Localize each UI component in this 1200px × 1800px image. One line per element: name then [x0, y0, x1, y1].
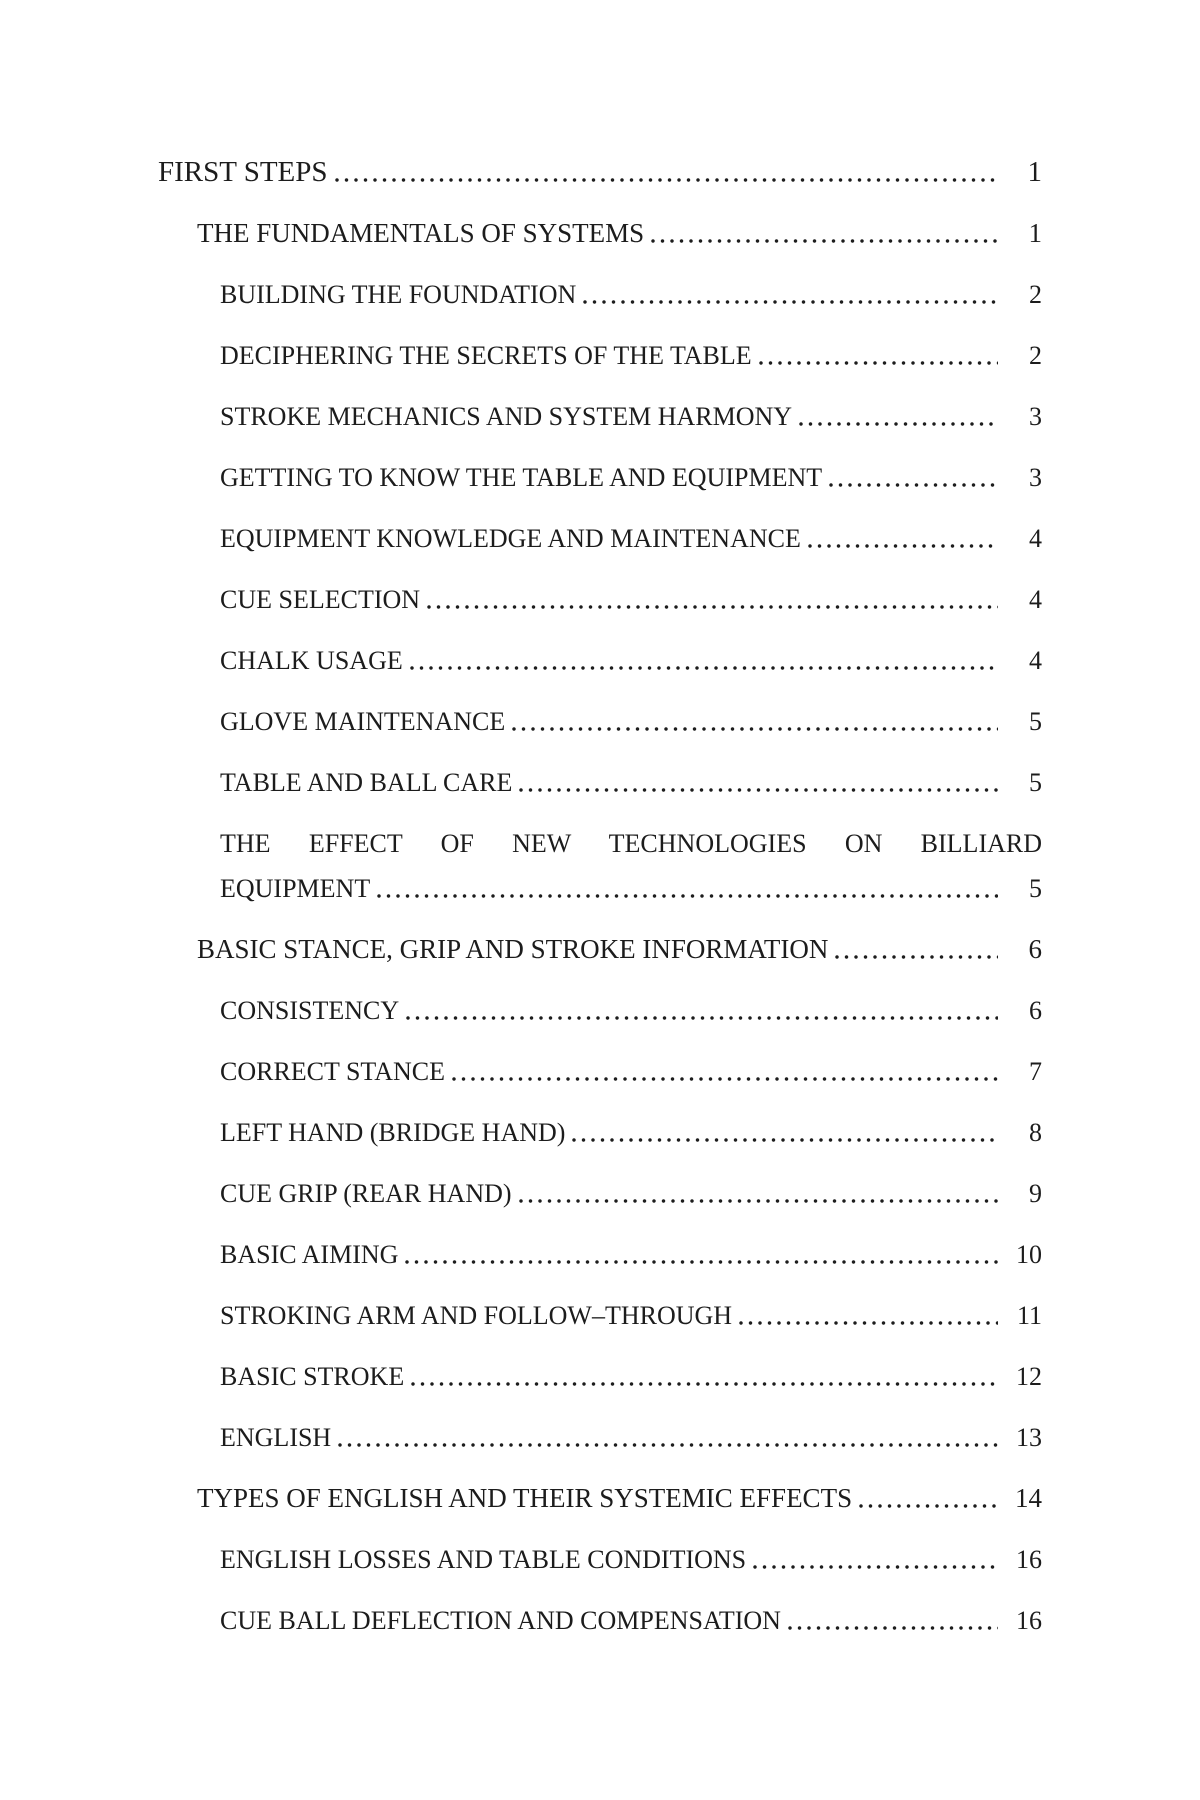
- toc-page-number: 4: [1029, 646, 1042, 675]
- toc-entry-line: [220, 516, 1042, 561]
- toc-entry-line: [220, 760, 1042, 805]
- toc-page-number: 16: [1016, 1606, 1042, 1635]
- dot-leader: [511, 699, 998, 744]
- toc-page-number: 3: [1029, 463, 1042, 492]
- dot-leader: [409, 638, 998, 683]
- toc-entry-title: BASIC STANCE, GRIP AND STROKE INFORMATION: [197, 934, 829, 964]
- toc-entry-title: TYPES OF ENGLISH AND THEIR SYSTEMIC EFFECTS: [197, 1483, 853, 1513]
- toc-entry: [220, 638, 1042, 683]
- toc-entry-title: CUE BALL DEFLECTION AND COMPENSATION: [220, 1606, 781, 1635]
- dot-leader: [518, 760, 998, 805]
- toc-entry-line: [158, 150, 1042, 195]
- dot-leader: [807, 516, 998, 561]
- toc-page-number: 1: [1028, 218, 1042, 248]
- dot-leader: [410, 1354, 998, 1399]
- toc-page-number: 1: [1027, 156, 1042, 188]
- dot-leader: [337, 1415, 998, 1460]
- toc-entry-line: [220, 866, 1042, 911]
- toc-entry: [220, 1354, 1042, 1399]
- toc-page-number: 2: [1029, 341, 1042, 370]
- toc-page-number: 5: [1029, 707, 1042, 736]
- toc-entry-line: [197, 927, 1042, 972]
- toc-entry-title: GETTING TO KNOW THE TABLE AND EQUIPMENT: [220, 463, 823, 492]
- toc-entry: [220, 760, 1042, 805]
- toc-page-number: 12: [1016, 1362, 1042, 1391]
- toc-page-number: 11: [1016, 1301, 1042, 1330]
- toc-entry-title: LEFT HAND (BRIDGE HAND): [220, 1118, 566, 1147]
- toc-entry-title: STROKING ARM AND FOLLOW–THROUGH: [220, 1301, 733, 1330]
- dot-leader: [798, 394, 998, 439]
- toc-entry-title: CHALK USAGE: [220, 646, 403, 675]
- toc-entry: [220, 1537, 1042, 1582]
- dot-leader: [752, 1537, 998, 1582]
- toc-entry-title: ENGLISH: [220, 1423, 332, 1452]
- dot-leader: [582, 272, 998, 317]
- dot-leader: [571, 1110, 998, 1155]
- dot-leader: [405, 988, 998, 1033]
- toc-page-number: 6: [1029, 996, 1042, 1025]
- toc-entry-line: [220, 1598, 1042, 1643]
- dot-leader: [376, 866, 998, 911]
- toc-entry-title: CORRECT STANCE: [220, 1057, 445, 1086]
- toc-entry-line: [220, 455, 1042, 500]
- toc-entry-title-line1: THE EFFECT OF NEW TECHNOLOGIES ON BILLIARD: [220, 829, 1042, 858]
- dot-leader: [834, 927, 998, 972]
- toc-page-number: 14: [1015, 1483, 1042, 1513]
- toc-page-number: 7: [1029, 1057, 1042, 1086]
- toc-page-number: 5: [1029, 874, 1042, 903]
- toc-entry: [220, 1110, 1042, 1155]
- dot-leader: [426, 577, 998, 622]
- dot-leader: [787, 1598, 998, 1643]
- dot-leader: [738, 1293, 998, 1338]
- toc-entry-title: CUE GRIP (REAR HAND): [220, 1179, 512, 1208]
- toc-entry-title: FIRST STEPS: [158, 156, 328, 188]
- toc-entry-line: [220, 699, 1042, 744]
- toc-entry-title: BASIC AIMING: [220, 1240, 399, 1269]
- dot-leader: [828, 455, 998, 500]
- toc-entry-line: [220, 577, 1042, 622]
- toc-page-number: 4: [1029, 524, 1042, 553]
- toc-entry: [220, 1598, 1042, 1643]
- dot-leader: [404, 1232, 998, 1277]
- toc-page-number: 4: [1029, 585, 1042, 614]
- toc-page-number: 13: [1016, 1423, 1042, 1452]
- toc-entry-title: EQUIPMENT: [220, 874, 371, 903]
- toc-entry-title: THE FUNDAMENTALS OF SYSTEMS: [197, 218, 645, 248]
- toc-entry-line: [220, 333, 1042, 378]
- toc-page-number: 5: [1029, 768, 1042, 797]
- dot-leader: [650, 211, 998, 256]
- toc-entry-title: BASIC STROKE: [220, 1362, 405, 1391]
- toc-entry-line: [220, 272, 1042, 317]
- toc-entry: [220, 333, 1042, 378]
- toc-entry-line: [220, 1293, 1042, 1338]
- toc-entry: [220, 1293, 1042, 1338]
- toc-entry-line: [220, 1049, 1042, 1094]
- toc-entry-title: CONSISTENCY: [220, 996, 400, 1025]
- toc-entry: [220, 394, 1042, 439]
- toc-page-number: 9: [1029, 1179, 1042, 1208]
- toc-entry: [197, 927, 1042, 972]
- toc-entry-line: [220, 988, 1042, 1033]
- dot-leader: [518, 1171, 998, 1216]
- toc-entry: [220, 577, 1042, 622]
- toc-entry: [220, 699, 1042, 744]
- toc-entry-line: [220, 1537, 1042, 1582]
- toc-entry-line: [220, 1354, 1042, 1399]
- toc-entry-line: [197, 211, 1042, 256]
- toc-entry-line: [197, 1476, 1042, 1521]
- toc-entry-line: [220, 1232, 1042, 1277]
- toc-entry-title: ENGLISH LOSSES AND TABLE CONDITIONS: [220, 1545, 747, 1574]
- toc: [0, 150, 1042, 1659]
- toc-entry-title: EQUIPMENT KNOWLEDGE AND MAINTENANCE: [220, 524, 801, 553]
- toc-page-number: 3: [1029, 402, 1042, 431]
- toc-entry-line: [220, 394, 1042, 439]
- toc-entry-line: [220, 1171, 1042, 1216]
- toc-entry-line: [220, 638, 1042, 683]
- toc-entry: [220, 1415, 1042, 1460]
- toc-entry: [197, 211, 1042, 256]
- toc-page-number: 2: [1029, 280, 1042, 309]
- toc-entry-title: GLOVE MAINTENANCE: [220, 707, 506, 736]
- toc-entry: [220, 988, 1042, 1033]
- toc-entry-title: STROKE MECHANICS AND SYSTEM HARMONY: [220, 402, 793, 431]
- toc-entry: [220, 821, 1042, 911]
- toc-entry: [220, 455, 1042, 500]
- toc-page-number: 10: [1016, 1240, 1042, 1269]
- toc-entry: [197, 1476, 1042, 1521]
- dot-leader: [334, 150, 998, 195]
- toc-entry-line: [220, 1415, 1042, 1460]
- toc-entry: [220, 1232, 1042, 1277]
- toc-entry: [220, 516, 1042, 561]
- toc-page-number: 6: [1028, 934, 1042, 964]
- dot-leader: [758, 333, 998, 378]
- toc-page-number: 8: [1029, 1118, 1042, 1147]
- dot-leader: [451, 1049, 998, 1094]
- toc-entry-line: [220, 1110, 1042, 1155]
- toc-entry: [220, 1049, 1042, 1094]
- toc-entry-title: BUILDING THE FOUNDATION: [220, 280, 577, 309]
- toc-page-number: 16: [1016, 1545, 1042, 1574]
- toc-entry: [220, 1171, 1042, 1216]
- toc-entry-title: DECIPHERING THE SECRETS OF THE TABLE: [220, 341, 752, 370]
- toc-entry-title: CUE SELECTION: [220, 585, 421, 614]
- toc-entry: [158, 150, 1042, 195]
- toc-entry-title: TABLE AND BALL CARE: [220, 768, 513, 797]
- toc-entry: [220, 272, 1042, 317]
- dot-leader: [858, 1476, 998, 1521]
